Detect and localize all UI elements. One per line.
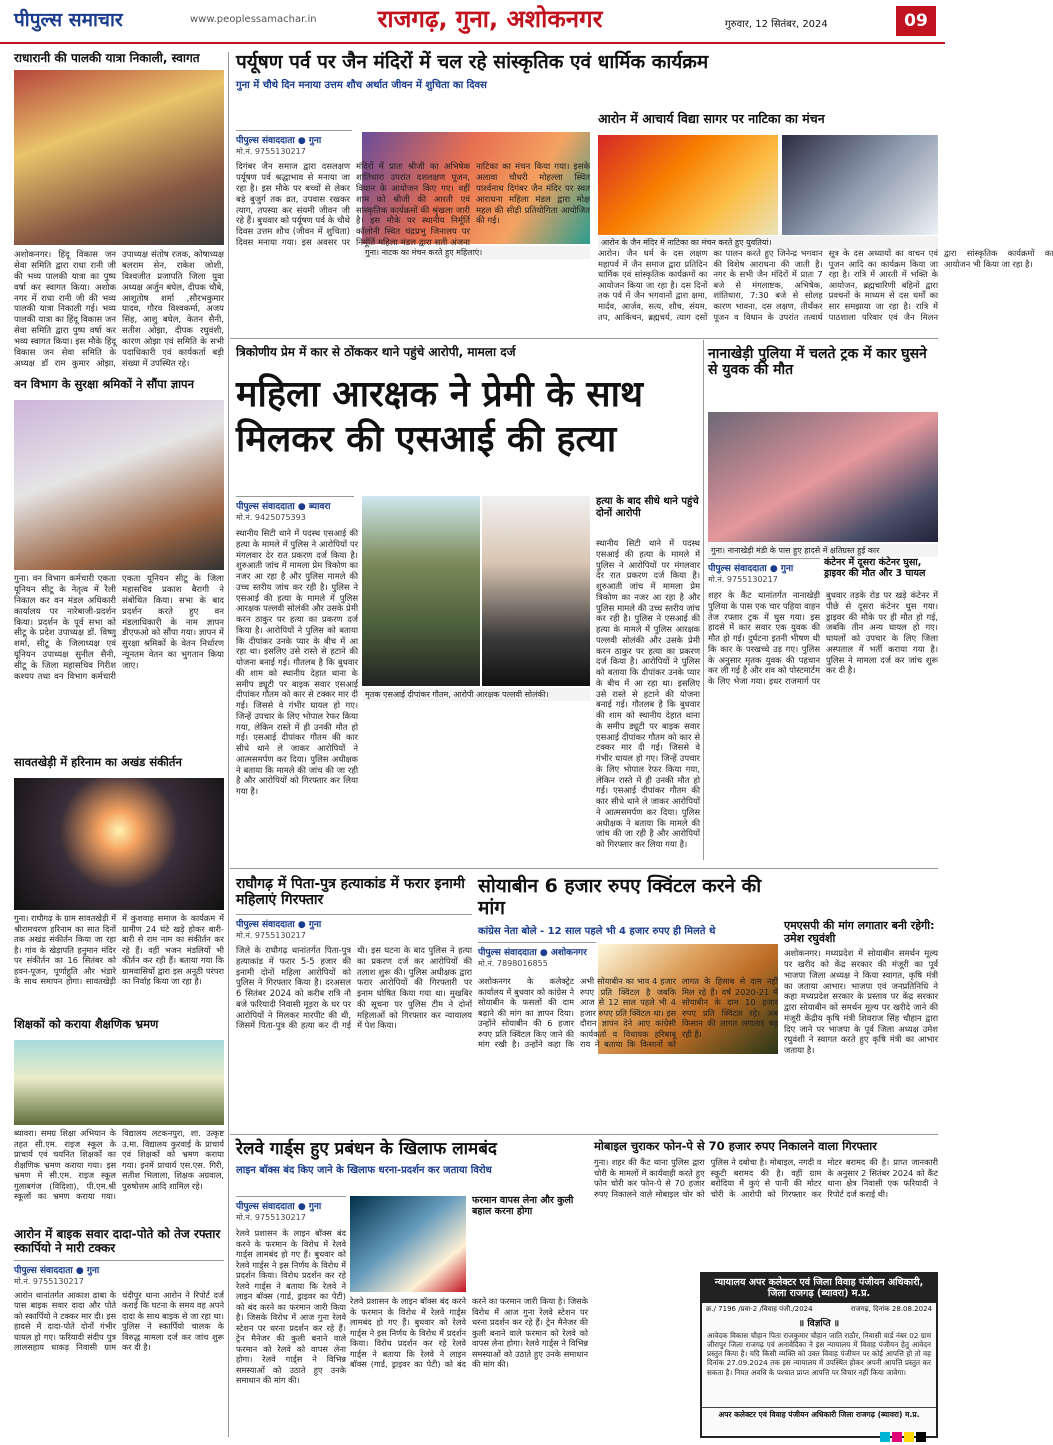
mobile: मो.नं. 9755130217: [14, 1276, 84, 1286]
byline: पीपुल्स संवाददाता ● गुना: [236, 130, 352, 146]
story-paryushan-text: दिगंबर जैन समाज द्वारा दसलक्षण पर्यूषण पर्व श्रद्धाभाव से मनाया जा रहा है। इस मौके पर बच्चों से लेकर बड़े बुजुर्ग तक व्रत, उपवास रखकर त्याग, तपस्या कर संयमी जीवन जी रहे हैं। बुधवार को पर्यूषण पर्व के चौथे दिवस उत्तम शौच (जीवन में शुचिता) दिवस मनाया गया। इस अवसर पर मंदिरों में प्रातः श्रीजी का अभिषेक शांतिधारा उपरांत दशलक्षण पूजन, विधान के आयोजन किए गए। वहीं शाम को श्रीजी की आरती एवं सांस्कृतिक कार्यक्रमों की श्रृंखला जारी है। इस मौके पर स्थानीय निर्मूर्ति कॉलोनी स्थित चंद्रप्रभु जिनालय पर निर्मूर्ति महिला मंडल द्वारा सती अंजना नाटिका का मंचन किया गया। इसके अलावा चौधरी मोहल्ला स्थित पार्श्वनाथ दिगंबर जैन मंदिर पर स्वत आराधना महिला मंडल द्वारा मोक्ष महल की सीढ़ी प्रतियोगिता आयोजित की गई।: [236, 162, 590, 249]
byline: पीपुल्स संवाददाता ● गुना: [236, 914, 472, 930]
story-palki-text: अशोकनगर। हिंदू विकास जन सेवा समिति द्वारा राधा रानी जी की भव्य पालकी यात्रा का पुष्प वर्षा कर स्वागत किया। अशोक नगर में राधा रानी जी की भव्य पालकी यात्रा निकाली गई। भव्य पालकी यात्रा का हिंदू विकास जन सेवा समिति द्वारा पुष्प वर्षा कर भव्य स्वागत किया। इस मौके हिंदू विकास जन सेवा समिति के अध्यक्ष डॉ राम कुमार ओझा, उपाध्यक्ष संतोष रजक, कोषाध्यक्ष बलराम सेन, राकेश जोशी, विश्वजीत प्रजापति जिला युवा अध्यक्ष अर्जुन बघेल, दीपक चौबे, आशुतोष शर्मा ,सौरभकुमार यादव, गौरव विश्वकर्मा, अजय सिंह, आशु बघेल, केतन सैनी, सतीश ओझा, दीपक रघुवंशी, कारण ओझा एवं समिति के सभी पदाधिकारी एवं कार्यकर्ता बड़ी संख्या में उपस्थित रहे।: [14, 250, 224, 369]
photo-aron-natika-2: [782, 135, 938, 235]
website: www.peoplessamachar.in: [190, 14, 317, 25]
notice-subject: ॥ विज्ञप्ति ॥: [798, 1318, 840, 1329]
story-nanakheri: [708, 346, 938, 406]
headline: सावतखेड़ी में हरिनाम का अखंड संकीर्तन: [14, 755, 182, 769]
photo-railway: [350, 1196, 466, 1292]
headline: एमएसपी की मांग लगातार बनी रहेगी: उमेश रघुवंशी: [784, 919, 935, 945]
lead-sidehead: [596, 496, 700, 536]
story-shikshak-text: ब्यावरा। समग्र शिक्षा अभियान के तहत सी.एम. राइज स्कूल के प्राचार्य एवं चयनित शिक्षकों का शैक्षणिक भ्रमण कराया गया। इस भ्रमण में सी.एम. राइज स्कूल गुलाबगंज (विदिशा), पी.एम.श्री स्कूलों का भ्रमण कराया गया। विद्यालय लटकनपुरा, शा. उत्कृष्ट उ.मा. विद्यालय कुरवाई के प्राचार्य एवं शिक्षकों को भ्रमण कराया गया। इनमें प्राचार्य एस.एस. गिरी, सतीश भिलाला, शिक्षक अग्रवाल, पुरुषोत्तम आदि शामिल रहे।: [14, 1128, 224, 1201]
railway-sidehead: [472, 1196, 588, 1236]
mobile: मो.नं. 9755130217: [708, 575, 778, 584]
photo-lead-constable: [482, 496, 590, 686]
paryushan-byline-block: [236, 130, 352, 160]
caption: गुना। नानाखेड़ी मंडी के पास हुए हादसे में क्षतिग्रस्त हुई कार: [708, 544, 938, 557]
story-text: जिले के राघौगढ़ थानांतर्गत पिता-पुत्र हत्याकांड में फरार 5-5 हजार की इनामी दोनों महिला आरोपियों को पुलिस ने गिरफ्तार किया है। दरअसल 6 सितंबर 2024 को करीब रात्रि नौ बजे फरियादी निवासी मूड़रा के घर पर आरोपियों ने मिलकर मारपीट की थी, जिसमें पिता-पुत्र की हत्या कर दी गई थी। इस घटना के बाद पुलिस ने हत्या का प्रकरण दर्ज कर आरोपियों की तलाश शुरू की। पुलिस अधीक्षक द्वारा फरार आरोपियों की गिरफ्तारी पर इनाम घोषित किया गया था। मुखबिर की सूचना पर पुलिस टीम ने दोनों महिलाओं को गिरफ्तार कर न्यायालय में पेश किया।: [236, 945, 472, 1031]
nanakheri-text: शहर के कैंट थानांतर्गत नानाखेड़ी पुलिया के पास एक चार पहिया वाहन तेज रफ्तार ट्रक में घुस गया। इस हादसे में कार सवार एक युवक की मौत हो गई। दुर्घटना इतनी भीषण थी कि कार के परखच्चे उड़ गए। पुलिस के अनुसार मृतक युवक की पहचान कर ली गई है और शव को पोस्टमार्टम के लिए भेजा गया। इधर राजमार्ग पर बुधवार तड़के रोड पर खड़े कंटेनर में पीछे से दूसरा कंटेनर घुस गया। ड्राइवर की मौके पर ही मौत हो गई, जबकि तीन अन्य घायल हो गए। घायलों को उपचार के लिए जिला अस्पताल में भर्ती कराया गया है। पुलिस ने मामला दर्ज कर जांच शुरू कर दी है।: [708, 590, 938, 686]
headline: पर्यूषण पर्व पर जैन मंदिरों में चल रहे सांस्कृतिक एवं धार्मिक कार्यक्रम: [236, 51, 709, 73]
masthead: [0, 0, 945, 44]
subhead: गुना में चौथे दिन मनाया उत्तम शौच अर्थात जीवन में शुचिता का दिवस: [236, 79, 487, 91]
headline: राधारानी की पालकी यात्रा निकाली, स्वागत: [14, 51, 200, 65]
railway-text-cont: रेलवे प्रशासन के लाइन बॉक्स बंद करने के फरमान के विरोध में रेलवे गार्ड्स लामबंद हो गए हैं। बुधवार को रेलवे गार्ड्स ने इस निर्णय के विरोध में प्रदर्शन किया। विरोध प्रदर्शन कर रहे रेलवे गार्ड्स ने बताया कि रेलवे ने लाइन बॉक्स (गार्ड, ड्राइवर का पेटी) को बंद करने का फरमान जारी किया है। जिसके विरोध में आज गुना रेलवे स्टेशन पर धरना प्रदर्शन कर रहे हैं। ट्रेन मैनेजर की कुली बनाने वाले फरमान को रेलवे को वापस लेना होगा। रेलवे गार्ड्स ने विभिन्न समस्याओं को उठाते हुए उनके समाधान की मांग की।: [350, 1296, 588, 1369]
nanakheri-byline-block: [708, 558, 820, 586]
cmyk-mark: [880, 1432, 890, 1442]
lead-kicker: [236, 346, 698, 368]
story-aron-accident: [14, 1228, 224, 1438]
story-text: आरोन थानांतर्गत आकाश ढाबा के पास बाइक सवार दादा और पोते को स्कार्पियो ने टक्कर मार दी। इस हादसे में दादा-पोते दोनों गंभीर घायल हो गए। फरियादी संदीप पुत्र लालसहाय धाकड़ निवासी ग्राम चंदीपुर थाना आरोन ने रिपोर्ट दर्ज कराई कि घटना के समय वह अपने दादा के साथ बाइक से जा रहा था। पुलिस ने स्कार्पियो चालक के विरुद्ध मामला दर्ज कर जांच शुरू कर दी है।: [14, 1289, 224, 1353]
story-aron-natika: [598, 112, 938, 134]
caption: मृतक एसआई दीपांकर गौतम, आरोपी आरक्षक पल्लवी सोलंकी।: [362, 688, 590, 701]
caption: गुना। नाटक का मंचन करते हुए महिलाएं।: [362, 246, 590, 259]
headline: मोबाइल चुराकर फोन-पे से 70 हजार रुपए निकालने वाला गिरफ्तार: [594, 1139, 877, 1153]
subhead: कांग्रेस नेता बोले - 12 साल पहले भी 4 हजार रुपए ही मिलते थे: [478, 925, 716, 937]
photo-sankirtan: [14, 778, 224, 910]
notice-date: राजगढ़, दिनांक 28.08.2024: [850, 1304, 932, 1313]
cmyk-mark: [916, 1432, 926, 1442]
notice-sign: अपर कलेक्टर एवं विवाह पंजीयन अधिकारी जिला राजगढ़ (ब्यावरा) म.प्र.: [702, 1407, 936, 1420]
soybean-byline-block: [478, 942, 596, 972]
lead-text-cont: स्थानीय सिटी थाने में पदस्थ एसआई की हत्या के मामले में पुलिस ने आरोपियों पर मंगलवार देर रात प्रकरण दर्ज किया है। शुरुआती जांच में मामला प्रेम त्रिकोण का नजर आ रहा है और पुलिस मामले की उच्च स्तरीय जांच कर रही है। पुलिस ने एसआई की हत्या के मामले में पुलिस आरक्षक पल्लवी सोलंकी और उसके प्रेमी करन ठाकुर पर हत्या का प्रकरण दर्ज किया है। आरोपियों ने पुलिस को बताया कि दीपांकर उनके प्यार के बीच में आ रहा था। इसलिए उसे रास्ते से हटाने की योजना बनाई गई। गौतलब है कि बुधवार की शाम को स्थानीय देहात थाना के समीप ड्यूटी पर बाइक सवार एसआई दीपांकर गौतम को कार से टक्कर मार दी गई। जिससे वे गंभीर घायल हो गए। जिन्हें उपचार के लिए भोपाल रेफर किया गया, लेकिन रास्ते में ही उनकी मौत हो गई। एसआई दीपांकर गौतम की कार सीधे थाने ले जाकर आरोपियों ने आत्मसमर्पण कर दिया। पुलिस अधीक्षक ने बताया कि मामले की जांच की जा रही है और आरोपियों को गिरफ्तार कर लिया गया है।: [596, 538, 700, 849]
kicker: त्रिकोणीय प्रेम में कार से ठोंककर थाने पहुंचे आरोपी, मामला दर्ज: [236, 345, 516, 359]
headline: रेलवे गार्ड्स हुए प्रबंधन के खिलाफ लामबंद: [236, 1139, 497, 1159]
story-msp: [784, 920, 938, 1130]
photo-palki: [14, 70, 224, 245]
mobile: मो.नं. 9755130217: [236, 1213, 306, 1222]
lead-byline-block: [236, 496, 354, 526]
byline: पीपुल्स संवाददाता ● अशोकनगर: [478, 942, 596, 958]
caption: आरोन के जैन मंदिर में नाटिका का मंचन करते हुए युवतियां।: [598, 236, 938, 249]
notice-ref: क्र./ 7196 /प्रवा-2 /विवाह पंजी./2024: [706, 1304, 813, 1313]
issue-date: गुरुवार, 12 सितंबर, 2024: [725, 19, 828, 30]
subhead: लाइन बॉक्स बंद किए जाने के खिलाफ धरना-प्रदर्शन कर जताया विरोध: [236, 1164, 492, 1176]
story-shikshak: [14, 1018, 224, 1038]
photo-aron-natika: [598, 135, 778, 235]
story-aron-natika-text: आरोन। जैन धर्म के दस लक्षण महापर्व में जैन समाज द्वारा प्रतिदिन धार्मिक एवं सांस्कृतिक कार्यक्रमों का आयोजन किया जा रहा है। दस दिनों तक पर्व में जैन भगवानों द्वारा क्षमा, मार्दव, आर्जव, सत्य, शौच, संयम, तप, आकिंचन, ब्रह्मचर्य, त्याग दसों का पालन करते हुए जिनेन्द्र भगवान की विशेष आराधना की जाती है। नगर के सभी जैन मंदिरों में प्रातः 7 बजे से मंगलाष्टक, अभिषेक, शांतिधारा, 7:30 बजे से सोलह कारण भावना, दस लक्षण, तीर्थंकर पूजन व विधान के उपरांत तत्वार्थ सूत्र के दस अध्यायों का वाचन एवं पूजन आदि का कार्यक्रम किया जा रहा है। रात्रि में आरती में भक्ति के आयोजन, ब्रह्मचारिणी बहिनों द्वारा प्रवचनों के माध्यम से दस धर्मों का सार समझाया जा रहा है। रात्रि में पाठशाला परिवार एवं जैन मिलन द्वारा सांस्कृतिक कार्यक्रमों का आयोजन भी किया जा रहा है।: [598, 248, 1053, 322]
sidehead: हत्या के बाद सीधे थाने पहुंचे दोनों आरोपी: [596, 496, 699, 519]
notice-text: आवेदक विकास चौहान पिता राजकुमार चौहान जाति राठौर, निवासी वार्ड नंबर 02 ग्राम जीरापुर जिला राजगढ़ एवं अनावेदिका ने इस न्यायालय में विवाह पंजीयन हेतु आवेदन प्रस्तुत किया है। यदि किसी व्यक्ति को उक्त विवाह पंजीयन पर कोई आपत्ति हो तो वह दिनांक 27.09.2024 तक इस न्यायालय में उपस्थित होकर अपनी आपत्ति प्रस्तुत कर सकता है। नियत अवधि के पश्चात प्राप्त आपत्ति पर विचार नहीं किया जावेगा।: [707, 1330, 931, 1377]
photo-shikshak: [14, 1040, 224, 1125]
headline: आरोन में आचार्य विद्या सागर पर नाटिका का मंचन: [598, 111, 825, 126]
lead-headline-block: [236, 372, 698, 488]
headline: नानाखेड़ी पुलिया में चलते ट्रक में कार घुसने से युवक की मौत: [708, 346, 927, 379]
brand-logo: पीपुल्स समाचार: [14, 9, 123, 31]
edition-title: राजगढ़, गुना, अशोकनगर: [377, 5, 603, 33]
story-text: गुना। शहर की कैंट थाना पुलिस द्वारा चोरी के मामलों में कार्यवाही करते हुए फोन चोरी कर फोन-पे से 70 हजार रुपए निकालने वाले मोबाइल चोर को पुलिस ने दबोचा है। मोबाइल, नगदी व स्कूटी बरामद की है। वहीं ग्राम बरोदिया में कुएं से पानी की मोटर चोरी के आरोपी को गिरफ्तार कर मोटर बरामद की है। प्राप्त जानकारी के अनुसार 2 सितंबर 2024 को कैंट थाना क्षेत्र निवासी एक फरियादी ने रिपोर्ट दर्ज कराई थी।: [594, 1157, 938, 1199]
headline: राघौगढ़ में पिता-पुत्र हत्याकांड में फरार इनामी महिलाएं गिरफ्तार: [236, 876, 465, 909]
headline: शिक्षकों को कराया शैक्षणिक भ्रमण: [14, 1017, 159, 1031]
story-mobile-theft: [594, 1140, 938, 1270]
mobile: मो.नं. 9425075393: [236, 513, 306, 522]
legal-notice: [700, 1272, 938, 1438]
headline: वन विभाग के सुरक्षा श्रमिकों ने सौंपा ज्ञापन: [14, 377, 194, 391]
story-van-text: गुना। वन विभाग कर्मचारी एकता यूनियन सीटू के नेतृत्व में रैली निकाल कर वन मंडल अधिकारी कार्यालय पर नारेबाजी-प्रदर्शन किया। प्रदर्शन के पूर्व सभा को सीटू के प्रदेश उपाध्यक्ष डॉ. विष्णु शर्मा, सीटू के जिलाध्यक्ष एवं यूनियन उपाध्यक्ष सुनील सैनी, सीटू के जिला महासचिव गिरीश कश्यप तथा वन विभाग कर्मचारी एकता यूनियन सीटू के जिला महासचिव प्रकाश बैरागी ने संबोधित किया। सभा के बाद प्रदर्शन करते हुए वन मंडलाधिकारी के नाम ज्ञापन डीएफओ को सौंपा गया। ज्ञापन में सुरक्षा श्रमिकों के वेतन निर्धारण न्यूनतम वेतन का भुगतान किया जाए।: [14, 574, 224, 682]
mobile: मो.नं. 7898016855: [478, 959, 548, 968]
story-text: अशोकनगर। मध्यप्रदेश में सोयाबीन समर्थन मूल्य पर खरीद को केंद्र सरकार की मंजूरी का पूर्व भाजपा जिला अध्यक्ष ने किया स्वागत, कृषि मंत्री का जताया आभार। भाजपा एवं जनप्रतिनिधि ने कहा मध्यप्रदेश सरकार के प्रस्ताव पर केंद्र सरकार द्वारा सोयाबीन को समर्थन मूल्य पर खरीदे जाने की मंजूरी केंद्रीय कृषि मंत्री शिवराज सिंह चौहान द्वारा दिए जाने पर भाजपा के पूर्व जिला अध्यक्ष उमेश रघुवंशी ने स्वागत करते हुए कृषि मंत्री का आभार जताया है।: [784, 948, 938, 1056]
sidehead: फरमान वापस लेना और कुली बहाल करना होगा: [472, 1195, 574, 1217]
cmyk-mark: [904, 1432, 914, 1442]
mobile: मो.नं. 9755130217: [236, 931, 306, 941]
byline: पीपुल्स संवाददाता ● गुना: [708, 558, 820, 574]
byline: पीपुल्स संवाददाता ● ब्यावरा: [236, 496, 354, 512]
byline: पीपुल्स संवाददाता ● गुना: [14, 1260, 224, 1276]
railway-byline-block: [236, 1196, 346, 1224]
headline: सोयाबीन 6 हजार रुपए क्विंटल करने की मांग: [478, 875, 762, 919]
page-number: 09: [896, 6, 936, 36]
photo-van: [14, 400, 224, 570]
byline: पीपुल्स संवाददाता ● गुना: [236, 1196, 346, 1212]
railway-text: रेलवे प्रशासन के लाइन बॉक्स बंद करने के फरमान के विरोध में रेलवे गार्ड्स लामबंद हो गए हैं। बुधवार को रेलवे गार्ड्स ने इस निर्णय के विरोध में प्रदर्शन किया। विरोध प्रदर्शन कर रहे रेलवे गार्ड्स ने बताया कि रेलवे ने लाइन बॉक्स (गार्ड, ड्राइवर का पेटी) को बंद करने का फरमान जारी किया है। जिसके विरोध में आज गुना रेलवे स्टेशन पर धरना प्रदर्शन कर रहे हैं। ट्रेन मैनेजर की कुली बनाने वाले फरमान को रेलवे को वापस लेना होगा। रेलवे गार्ड्स ने विभिन्न समस्याओं को उठाते हुए उनके समाधान की मांग की।: [236, 1228, 346, 1385]
headline: आरोन में बाइक सवार दादा-पोते को तेज रफ्तार स्कार्पियो ने मारी टक्कर: [14, 1227, 221, 1255]
cmyk-mark: [892, 1432, 902, 1442]
lead-headline: महिला आरक्षक ने प्रेमी के साथ मिलकर की एसआई की हत्या: [236, 374, 643, 460]
story-sankirtan: [14, 756, 224, 776]
soybean-text: अशोकनगर के कलेक्ट्रेट कार्यालय में बुधवार को कांग्रेस ने सोयाबीन के फसलों की दाम बढ़ाने की मांग का ज्ञापन दिया। उन्होंने सोयाबीन की 6 हजार रुपए प्रति क्विंटल किए जाने की मांग रखी है। उन्होंने कहा कि अभी सोयाबीन का भाव 4 हजार रुपए प्रति क्विंटल है जबकि आज से 12 साल पहले भी 4 हजार रुपए प्रति क्विंटल था। इस दौरान ज्ञापन देने आए कांग्रेसी कार्यकर्ता व विधायक हरिबाबू राय ने बताया कि किसानों को लागत के हिसाब से दाम नहीं मिल रहे हैं। वर्ष 2020-21 में सोयाबीन के दाम 10 हजार रुपए प्रति क्विंटल रहे। अब किसान की लागत लगातार बढ़ रही है।: [478, 976, 778, 1049]
story-van: [14, 378, 224, 398]
lead-text: स्थानीय सिटी थाने में पदस्थ एसआई की हत्या के मामले में पुलिस ने आरोपियों पर मंगलवार देर रात प्रकरण दर्ज किया है। शुरुआती जांच में मामला प्रेम त्रिकोण का नजर आ रहा है और पुलिस मामले की उच्च स्तरीय जांच कर रही है। पुलिस ने एसआई की हत्या के मामले में पुलिस आरक्षक पल्लवी सोलंकी और उसके प्रेमी करन ठाकुर पर हत्या का प्रकरण दर्ज किया है। आरोपियों ने पुलिस को बताया कि दीपांकर उनके प्यार के बीच में आ रहा था। इसलिए उसे रास्ते से हटाने की योजना बनाई गई। गौतलब है कि बुधवार की शाम को स्थानीय देहात थाना के समीप ड्यूटी पर बाइक सवार एसआई दीपांकर गौतम को कार से टक्कर मार दी गई। जिससे वे गंभीर घायल हो गए। जिन्हें उपचार के लिए भोपाल रेफर किया गया, लेकिन रास्ते में ही उनकी मौत हो गई। एसआई दीपांकर गौतम की कार सीधे थाने ले जाकर आरोपियों ने आत्मसमर्पण कर दिया। पुलिस अधीक्षक ने बताया कि मामले की जांच की जा रही है और आरोपियों को गिरफ्तार कर लिया गया है।: [236, 528, 358, 796]
mobile: मो.नं. 9755130217: [236, 147, 306, 156]
photo-nanakheri: [708, 412, 938, 542]
photo-lead-si: [362, 496, 480, 686]
story-soybean: [478, 876, 778, 936]
subhead: कंटेनर में दूसरा कंटेनर घुसा, ड्राइवर की मौत और 3 घायल: [824, 557, 926, 579]
notice-title: न्यायालय अपर कलेक्टर एवं जिला विवाह पंजीयन अधिकारी, जिला राजगढ़ (ब्यावरा) म.प्र.: [702, 1274, 936, 1303]
story-sankirtan-text: गुना। राघौगढ़ के ग्राम सावतखेड़ी में श्रीरामचरण हरिनाम का सात दिनों तक अखंड संकीर्तन किया जा रहा है। गांव के खेड़ापति हनुमान मंदिर पर संकीर्तन का 16 सितंबर को हवन-पूजन, पूर्णाहुति और भंडारे के साथ समापन होगा। सावतखेड़ी में कुशवाह समाज के कार्यक्रम में ग्रामीण 24 घंटे खड़े होकर बारी-बारी से राम नाम का संकीर्तन कर रहे हैं। वहीं भजन मंडलियों भी कीर्तन कर रही हैं। बताया गया कि ग्रामवासियों द्वारा इस अनूठी परंपरा का निर्वाह किया जा रहा है।: [14, 913, 224, 986]
story-railway: [236, 1140, 588, 1190]
